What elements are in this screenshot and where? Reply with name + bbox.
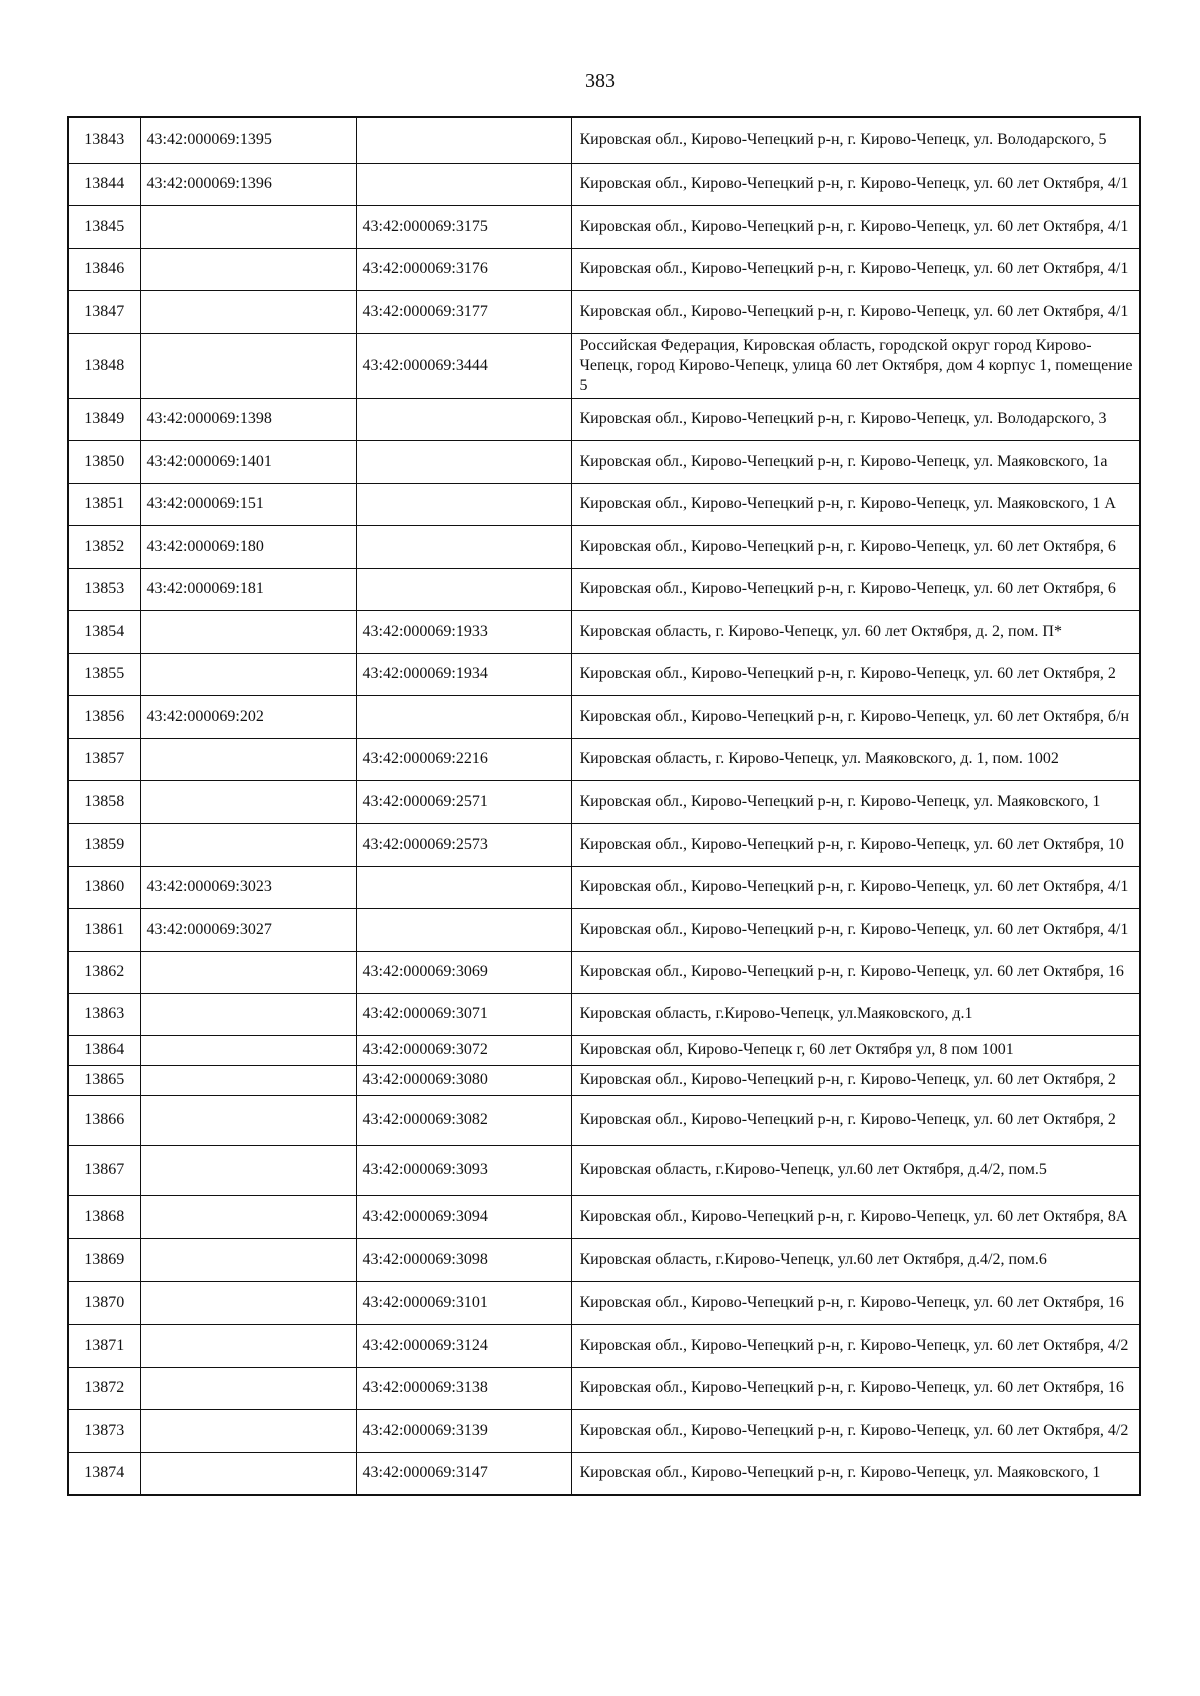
row-number: 13852 xyxy=(68,525,140,568)
row-number: 13849 xyxy=(68,398,140,440)
row-number: 13868 xyxy=(68,1195,140,1238)
table-row xyxy=(68,1324,1140,1367)
address-cell: Кировская обл., Кирово-Чепецкий р-н, г. Кирово-Чепецк, ул. 60 лет Октября, 4/1 xyxy=(571,866,1140,908)
cadastral-number-land xyxy=(140,290,356,333)
row-number: 13857 xyxy=(68,738,140,780)
table-row xyxy=(68,333,1140,398)
property-registry-table xyxy=(67,116,1141,1496)
table-row xyxy=(68,1452,1140,1495)
address-cell: Кировская обл., Кирово-Чепецкий р-н, г. Кирово-Чепецк, ул. 60 лет Октября, 16 xyxy=(571,1281,1140,1324)
address-cell: Кировская обл., Кирово-Чепецкий р-н, г. Кирово-Чепецк, ул. Володарского, 5 xyxy=(571,117,1140,163)
cadastral-number-premises xyxy=(356,695,571,738)
address-cell: Кировская обл., Кирово-Чепецкий р-н, г. Кирово-Чепецк, ул. 60 лет Октября, 4/2 xyxy=(571,1409,1140,1452)
table-row xyxy=(68,1145,1140,1195)
row-number: 13860 xyxy=(68,866,140,908)
table-row xyxy=(68,568,1140,610)
row-number: 13869 xyxy=(68,1238,140,1281)
table-row xyxy=(68,1035,1140,1065)
cadastral-number-premises xyxy=(356,440,571,483)
cadastral-number-premises: 43:42:000069:3177 xyxy=(356,290,571,333)
cadastral-number-premises xyxy=(356,117,571,163)
address-cell: Кировская обл., Кирово-Чепецкий р-н, г. Кирово-Чепецк, ул. 60 лет Октября, 2 xyxy=(571,1095,1140,1145)
address-cell: Кировская обл., Кирово-Чепецкий р-н, г. Кирово-Чепецк, ул. 60 лет Октября, 4/1 xyxy=(571,290,1140,333)
cadastral-number-land xyxy=(140,1065,356,1095)
cadastral-number-premises: 43:42:000069:1934 xyxy=(356,653,571,695)
table-row xyxy=(68,653,1140,695)
table-row xyxy=(68,398,1140,440)
address-cell: Кировская обл, Кирово-Чепецк г, 60 лет Октября ул, 8 пом 1001 xyxy=(571,1035,1140,1065)
cadastral-number-land: 43:42:000069:1395 xyxy=(140,117,356,163)
cadastral-number-land: 43:42:000069:3023 xyxy=(140,866,356,908)
cadastral-number-premises: 43:42:000069:3147 xyxy=(356,1452,571,1495)
cadastral-number-land xyxy=(140,1035,356,1065)
cadastral-number-premises: 43:42:000069:3101 xyxy=(356,1281,571,1324)
row-number: 13871 xyxy=(68,1324,140,1367)
table-row xyxy=(68,1409,1140,1452)
cadastral-number-premises: 43:42:000069:2573 xyxy=(356,823,571,866)
cadastral-number-land: 43:42:000069:1398 xyxy=(140,398,356,440)
table-row xyxy=(68,525,1140,568)
cadastral-number-premises: 43:42:000069:3071 xyxy=(356,993,571,1035)
cadastral-number-land xyxy=(140,205,356,248)
address-cell: Кировская область, г. Кирово-Чепецк, ул. 60 лет Октября, д. 2, пом. П* xyxy=(571,610,1140,653)
cadastral-number-land: 43:42:000069:1396 xyxy=(140,163,356,205)
cadastral-number-land: 43:42:000069:180 xyxy=(140,525,356,568)
address-cell: Кировская область, г.Кирово-Чепецк, ул.60 лет Октября, д.4/2, пом.5 xyxy=(571,1145,1140,1195)
address-cell: Кировская обл., Кирово-Чепецкий р-н, г. Кирово-Чепецк, ул. 60 лет Октября, 4/1 xyxy=(571,205,1140,248)
table-row xyxy=(68,1238,1140,1281)
row-number: 13848 xyxy=(68,333,140,398)
row-number: 13861 xyxy=(68,908,140,951)
address-cell: Кировская область, г. Кирово-Чепецк, ул. Маяковского, д. 1, пом. 1002 xyxy=(571,738,1140,780)
address-cell: Кировская обл., Кирово-Чепецкий р-н, г. Кирово-Чепецк, ул. Маяковского, 1 xyxy=(571,780,1140,823)
table-row xyxy=(68,117,1140,163)
address-cell: Кировская обл., Кирово-Чепецкий р-н, г. Кирово-Чепецк, ул. 60 лет Октября, 6 xyxy=(571,525,1140,568)
row-number: 13851 xyxy=(68,483,140,525)
row-number: 13866 xyxy=(68,1095,140,1145)
cadastral-number-premises: 43:42:000069:1933 xyxy=(356,610,571,653)
table-row xyxy=(68,951,1140,993)
address-cell: Кировская обл., Кирово-Чепецкий р-н, г. Кирово-Чепецк, ул. 60 лет Октября, 4/1 xyxy=(571,908,1140,951)
row-number: 13872 xyxy=(68,1367,140,1409)
table-row xyxy=(68,908,1140,951)
cadastral-number-land xyxy=(140,951,356,993)
address-cell: Кировская область, г.Кирово-Чепецк, ул.Маяковского, д.1 xyxy=(571,993,1140,1035)
row-number: 13845 xyxy=(68,205,140,248)
row-number: 13864 xyxy=(68,1035,140,1065)
cadastral-number-premises: 43:42:000069:3124 xyxy=(356,1324,571,1367)
table-row xyxy=(68,1281,1140,1324)
cadastral-number-premises: 43:42:000069:3139 xyxy=(356,1409,571,1452)
cadastral-number-land xyxy=(140,1238,356,1281)
cadastral-number-land xyxy=(140,738,356,780)
cadastral-number-land xyxy=(140,780,356,823)
cadastral-number-premises: 43:42:000069:3175 xyxy=(356,205,571,248)
address-cell: Кировская обл., Кирово-Чепецкий р-н, г. Кирово-Чепецк, ул. 60 лет Октября, 4/2 xyxy=(571,1324,1140,1367)
cadastral-number-land xyxy=(140,1145,356,1195)
cadastral-number-premises: 43:42:000069:3444 xyxy=(356,333,571,398)
row-number: 13859 xyxy=(68,823,140,866)
row-number: 13853 xyxy=(68,568,140,610)
table-row xyxy=(68,163,1140,205)
row-number: 13863 xyxy=(68,993,140,1035)
page-number: 383 xyxy=(585,70,615,92)
address-cell: Кировская обл., Кирово-Чепецкий р-н, г. Кирово-Чепецк, ул. Маяковского, 1 А xyxy=(571,483,1140,525)
cadastral-number-land xyxy=(140,1452,356,1495)
cadastral-number-premises: 43:42:000069:3072 xyxy=(356,1035,571,1065)
row-number: 13846 xyxy=(68,248,140,290)
cadastral-number-land xyxy=(140,1409,356,1452)
table-row xyxy=(68,866,1140,908)
cadastral-number-land: 43:42:000069:181 xyxy=(140,568,356,610)
row-number: 13873 xyxy=(68,1409,140,1452)
row-number: 13844 xyxy=(68,163,140,205)
row-number: 13858 xyxy=(68,780,140,823)
cadastral-number-land xyxy=(140,248,356,290)
row-number: 13870 xyxy=(68,1281,140,1324)
cadastral-number-land xyxy=(140,1367,356,1409)
row-number: 13843 xyxy=(68,117,140,163)
table-row xyxy=(68,823,1140,866)
address-cell: Российская Федерация, Кировская область, городской округ город Кирово-Чепецк, город Кирово-Чепецк, улица 60 лет Октября, дом 4 корпус 1, помещение 5 xyxy=(571,333,1140,398)
address-cell: Кировская обл., Кирово-Чепецкий р-н, г. Кирово-Чепецк, ул. Володарского, 3 xyxy=(571,398,1140,440)
address-cell: Кировская обл., Кирово-Чепецкий р-н, г. Кирово-Чепецк, ул. 60 лет Октября, 4/1 xyxy=(571,248,1140,290)
address-cell: Кировская обл., Кирово-Чепецкий р-н, г. Кирово-Чепецк, ул. 60 лет Октября, 2 xyxy=(571,1065,1140,1095)
table-row xyxy=(68,1095,1140,1145)
cadastral-number-land xyxy=(140,1095,356,1145)
address-cell: Кировская обл., Кирово-Чепецкий р-н, г. Кирово-Чепецк, ул. 60 лет Октября, 16 xyxy=(571,951,1140,993)
row-number: 13867 xyxy=(68,1145,140,1195)
cadastral-number-premises xyxy=(356,866,571,908)
table-row xyxy=(68,610,1140,653)
cadastral-number-land xyxy=(140,653,356,695)
cadastral-number-premises: 43:42:000069:3176 xyxy=(356,248,571,290)
cadastral-number-land xyxy=(140,1195,356,1238)
table-row xyxy=(68,738,1140,780)
cadastral-number-premises: 43:42:000069:2571 xyxy=(356,780,571,823)
row-number: 13855 xyxy=(68,653,140,695)
cadastral-number-premises: 43:42:000069:3069 xyxy=(356,951,571,993)
table-row xyxy=(68,290,1140,333)
cadastral-number-premises: 43:42:000069:3098 xyxy=(356,1238,571,1281)
row-number: 13874 xyxy=(68,1452,140,1495)
address-cell: Кировская обл., Кирово-Чепецкий р-н, г. Кирово-Чепецк, ул. 60 лет Октября, б/н xyxy=(571,695,1140,738)
address-cell: Кировская обл., Кирово-Чепецкий р-н, г. Кирово-Чепецк, ул. 60 лет Октября, 6 xyxy=(571,568,1140,610)
cadastral-number-land xyxy=(140,610,356,653)
cadastral-number-premises: 43:42:000069:2216 xyxy=(356,738,571,780)
table-row xyxy=(68,440,1140,483)
row-number: 13862 xyxy=(68,951,140,993)
table-row xyxy=(68,1367,1140,1409)
cadastral-number-premises: 43:42:000069:3093 xyxy=(356,1145,571,1195)
table-row xyxy=(68,483,1140,525)
cadastral-number-land: 43:42:000069:151 xyxy=(140,483,356,525)
cadastral-number-premises xyxy=(356,163,571,205)
table-row xyxy=(68,1195,1140,1238)
address-cell: Кировская обл., Кирово-Чепецкий р-н, г. Кирово-Чепецк, ул. 60 лет Октября, 10 xyxy=(571,823,1140,866)
cadastral-number-land xyxy=(140,823,356,866)
cadastral-number-premises xyxy=(356,525,571,568)
cadastral-number-land: 43:42:000069:3027 xyxy=(140,908,356,951)
cadastral-number-premises: 43:42:000069:3094 xyxy=(356,1195,571,1238)
table-row xyxy=(68,248,1140,290)
row-number: 13854 xyxy=(68,610,140,653)
table-row xyxy=(68,780,1140,823)
cadastral-number-premises: 43:42:000069:3082 xyxy=(356,1095,571,1145)
address-cell: Кировская обл., Кирово-Чепецкий р-н, г. Кирово-Чепецк, ул. Маяковского, 1 xyxy=(571,1452,1140,1495)
cadastral-number-land xyxy=(140,993,356,1035)
cadastral-number-land xyxy=(140,1324,356,1367)
cadastral-number-premises xyxy=(356,908,571,951)
address-cell: Кировская область, г.Кирово-Чепецк, ул.60 лет Октября, д.4/2, пом.6 xyxy=(571,1238,1140,1281)
table-row xyxy=(68,695,1140,738)
cadastral-number-premises xyxy=(356,483,571,525)
cadastral-number-premises xyxy=(356,568,571,610)
registry-body xyxy=(68,117,1140,1495)
cadastral-number-land: 43:42:000069:202 xyxy=(140,695,356,738)
cadastral-number-land xyxy=(140,333,356,398)
table-row xyxy=(68,993,1140,1035)
cadastral-number-premises: 43:42:000069:3080 xyxy=(356,1065,571,1095)
cadastral-number-land xyxy=(140,1281,356,1324)
table-row xyxy=(68,205,1140,248)
address-cell: Кировская обл., Кирово-Чепецкий р-н, г. Кирово-Чепецк, ул. Маяковского, 1а xyxy=(571,440,1140,483)
row-number: 13865 xyxy=(68,1065,140,1095)
address-cell: Кировская обл., Кирово-Чепецкий р-н, г. Кирово-Чепецк, ул. 60 лет Октября, 2 xyxy=(571,653,1140,695)
cadastral-number-premises: 43:42:000069:3138 xyxy=(356,1367,571,1409)
address-cell: Кировская обл., Кирово-Чепецкий р-н, г. Кирово-Чепецк, ул. 60 лет Октября, 16 xyxy=(571,1367,1140,1409)
address-cell: Кировская обл., Кирово-Чепецкий р-н, г. Кирово-Чепецк, ул. 60 лет Октября, 8А xyxy=(571,1195,1140,1238)
row-number: 13856 xyxy=(68,695,140,738)
cadastral-number-premises xyxy=(356,398,571,440)
row-number: 13847 xyxy=(68,290,140,333)
row-number: 13850 xyxy=(68,440,140,483)
address-cell: Кировская обл., Кирово-Чепецкий р-н, г. Кирово-Чепецк, ул. 60 лет Октября, 4/1 xyxy=(571,163,1140,205)
cadastral-number-land: 43:42:000069:1401 xyxy=(140,440,356,483)
table-row xyxy=(68,1065,1140,1095)
